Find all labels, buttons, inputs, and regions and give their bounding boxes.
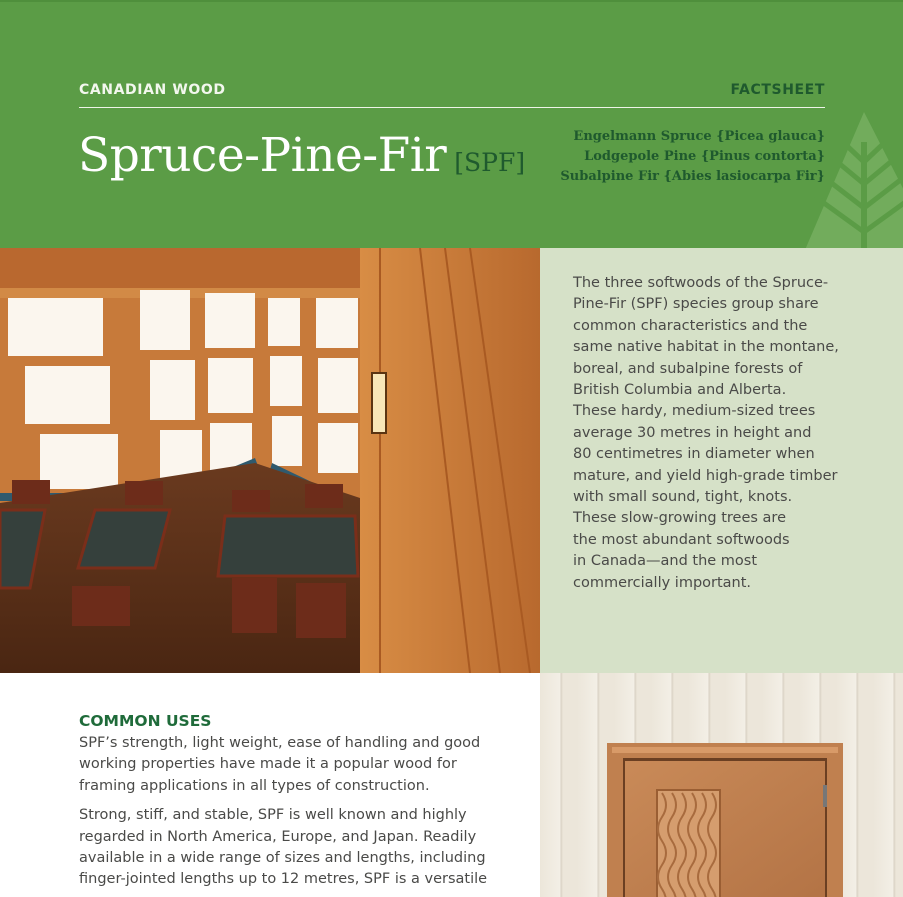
interior-photo-art <box>0 248 540 673</box>
intro-line: with small sound, tight, knots. <box>573 489 793 506</box>
species-item: Engelmann Spruce {Picea glauca} <box>573 129 825 144</box>
species-item: Subalpine Fir {Abies lasiocarpa Fir} <box>560 169 825 184</box>
intro-line: common characteristics and the <box>573 317 808 334</box>
intro-line: The three softwoods of the Spruce- <box>573 275 829 291</box>
uses-line: finger-jointed lengths up to 12 metres, SPF is a versatile <box>79 871 488 888</box>
eyebrow-label: CANADIAN WOOD <box>79 82 226 98</box>
intro-line: same native habitat in the montane, <box>573 339 839 356</box>
uses-line: framing applications in all types of construction. <box>79 777 430 794</box>
intro-line: British Columbia and Alberta. <box>573 382 787 399</box>
uses-line: working properties have made it a popular wood for <box>79 756 457 773</box>
intro-line: These hardy, medium-sized trees <box>573 403 816 420</box>
uses-line: SPF’s strength, light weight, ease of handling and good <box>79 735 481 751</box>
section-heading: COMMON USES <box>79 712 212 730</box>
uses-paragraph <box>79 733 479 797</box>
page-title <box>78 128 525 183</box>
intro-line: mature, and yield high-grade timber <box>573 467 838 484</box>
species-list <box>560 127 825 187</box>
doc-type-label: FACTSHEET <box>730 82 825 98</box>
uses-paragraph <box>79 805 488 891</box>
uses-line: Strong, stiff, and stable, SPF is well known and highly <box>79 807 467 824</box>
common-uses-section <box>79 712 488 897</box>
intro-line: commercially important. <box>573 574 752 591</box>
species-item: Lodgepole Pine {Pinus contorta} <box>584 149 825 164</box>
interior-photo <box>0 248 540 673</box>
intro-line: the most abundant softwoods <box>573 531 790 548</box>
title-text: Spruce-Pine-Fir <box>78 128 447 183</box>
door-photo-art <box>540 673 903 897</box>
intro-line: average 30 metres in height and <box>573 424 812 441</box>
uses-line: regarded in North America, Europe, and Japan. Readily <box>79 828 477 845</box>
intro-line: in Canada—and the most <box>573 553 758 570</box>
intro-line: boreal, and subalpine forests of <box>573 360 803 377</box>
header-banner <box>0 0 903 248</box>
header-divider <box>79 107 825 108</box>
door-photo <box>540 673 903 897</box>
uses-line: available in a wide range of sizes and lengths, including <box>79 850 486 867</box>
intro-panel <box>540 248 903 673</box>
intro-line: These slow-growing trees are <box>573 510 786 527</box>
intro-line: 80 centimetres in diameter when <box>573 446 815 463</box>
title-abbreviation: [SPF] <box>454 148 526 177</box>
tree-icon <box>805 112 903 252</box>
intro-text <box>573 273 843 594</box>
intro-line: Pine-Fir (SPF) species group share <box>573 296 819 313</box>
